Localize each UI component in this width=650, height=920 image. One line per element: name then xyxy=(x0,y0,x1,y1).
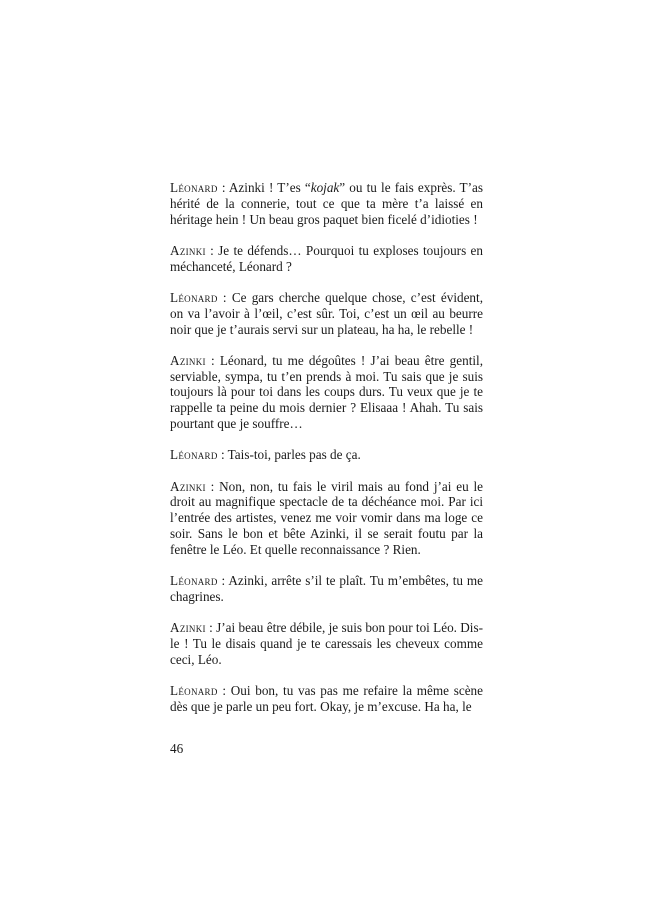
dialogue-paragraph xyxy=(170,683,483,715)
dialogue-text: : Léonard, tu me dégoûtes ! J’ai beau être gentil, serviable, sympa, tu t’en prends à moi. Tu sais que je suis toujours là pour toi dans les coups durs. Tu veux que je te rappelle ta peine du mois dernier ? Elisaaa ! Ahah. Tu sais pourtant que je souffre… xyxy=(170,352,483,432)
dialogue-paragraph xyxy=(170,290,483,337)
dialogue-paragraph xyxy=(170,243,483,275)
dialogue-paragraph xyxy=(170,479,483,558)
speaker-name: Léonard xyxy=(170,180,218,195)
dialogue-text: : Ce gars cherche quelque chose, c’est évident, on va l’avoir à l’œil, c’est sûr. Toi, c’est un œil au beurre noir que je t’aurais servi sur un plateau, ha ha, le rebelle ! xyxy=(170,289,483,337)
dialogue-text: ” ou tu le fais exprès. T’as hérité de la connerie, tout ce que ta mère t’a laissé en héritage hein ! Un beau gros paquet bien ficelé d’idioties ! xyxy=(170,180,483,227)
dialogue-paragraph xyxy=(170,573,483,605)
dialogue-text: : Non, non, tu fais le viril mais au fond j’ai eu le droit au magnifique spectacle de ta déchéance moi. Par ici l’entrée des artistes, venez me voir vomir dans ma loge ce soir. Sans le bon et bête Azinki, il se serait foutu par la fenêtre le Léo. Et quelle reconnaissance ? Rien. xyxy=(170,478,483,557)
speaker-name: Léonard xyxy=(170,573,218,589)
dialogue-paragraph xyxy=(170,180,483,227)
speaker-name: Léonard xyxy=(170,683,218,699)
text-block xyxy=(170,180,483,730)
italic-text: kojak xyxy=(310,180,340,195)
page-number: 46 xyxy=(170,741,184,756)
dialogue-text: : Je te défends… Pourquoi tu exploses toujours en méchanceté, Léonard ? xyxy=(170,242,483,274)
speaker-name: Azinki xyxy=(170,242,206,258)
speaker-name: Léonard xyxy=(170,289,218,305)
speaker-name: Azinki xyxy=(170,352,206,368)
dialogue-paragraph xyxy=(170,447,483,463)
dialogue-text: : J’ai beau être débile, je suis bon pour toi Léo. Dis-le ! Tu le disais quand je te caressais les cheveux comme ceci, Léo. xyxy=(170,620,483,667)
dialogue-paragraph xyxy=(170,620,483,667)
dialogue-text: : Azinki, arrête s’il te plaît. Tu m’embêtes, tu me chagrines. xyxy=(170,573,483,604)
dialogue-text: : Oui bon, tu vas pas me refaire la même scène dès que je parle un peu fort. Okay, je m’excuse. Ha ha, le xyxy=(170,683,483,714)
dialogue-text: : Azinki ! T’es “ xyxy=(217,180,311,195)
speaker-name: Léonard xyxy=(170,447,218,463)
dialogue-paragraph xyxy=(170,353,483,432)
speaker-name: Azinki xyxy=(170,478,206,494)
dialogue-text: : Tais-toi, parles pas de ça. xyxy=(217,447,361,463)
speaker-name: Azinki xyxy=(170,620,206,636)
